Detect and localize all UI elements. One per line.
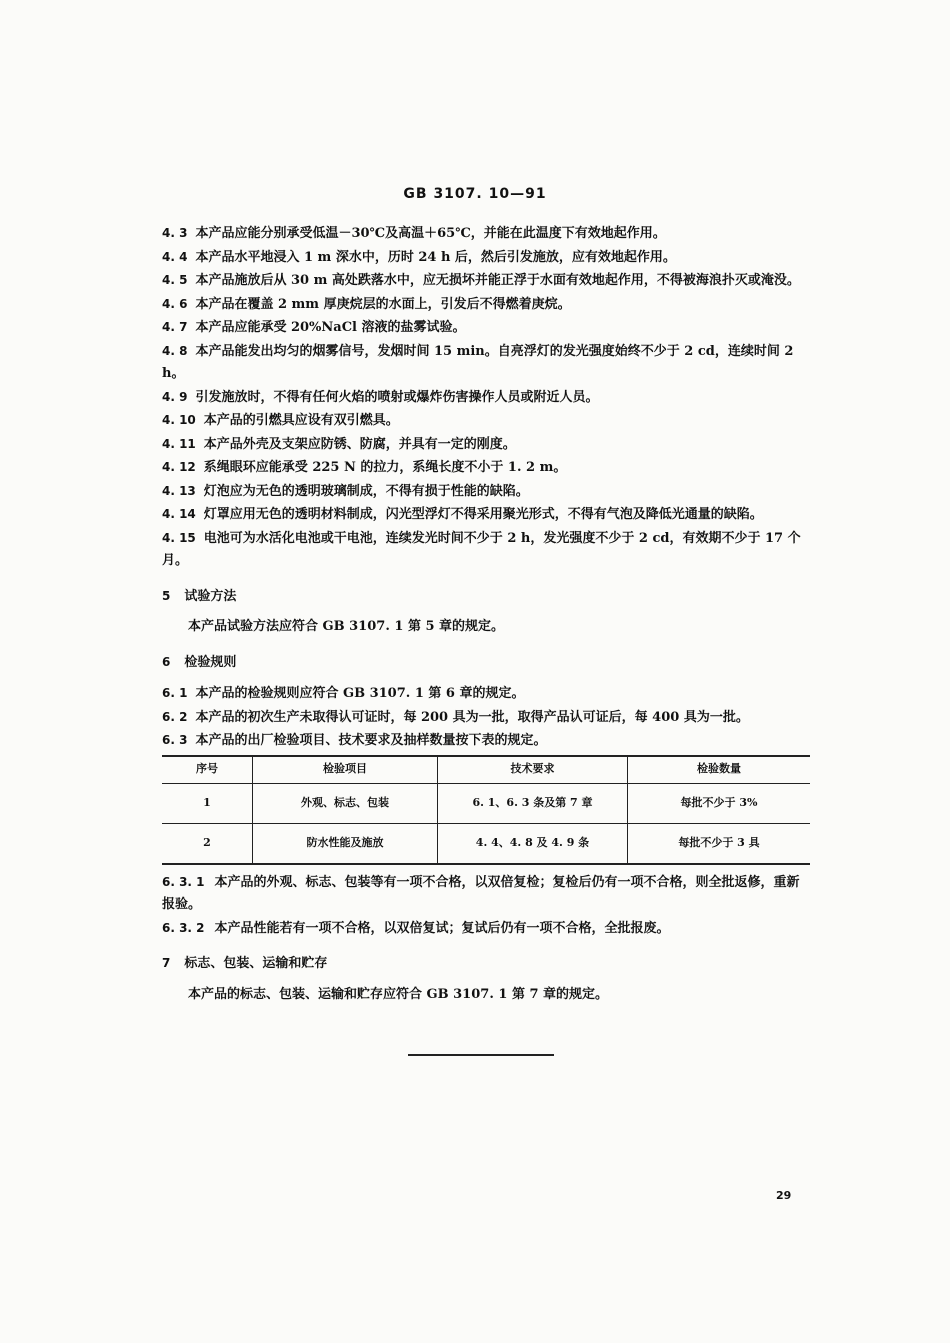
clause-number: 4. 11 (162, 436, 196, 451)
clause-number: 6. 2 (162, 709, 188, 724)
clause-number: 6. 3 (162, 733, 188, 747)
clause (162, 871, 810, 917)
table-cell: 外观、标志、包装 (253, 783, 438, 823)
clause-text: 本产品应能承受 20%NaCl 溶液的盐雾试验。 (195, 320, 466, 335)
clause-number: 4. 7 (162, 320, 188, 334)
clause-number: 6. 3. 1 (162, 874, 205, 889)
clause (162, 293, 810, 317)
table-cell: 1 (162, 783, 253, 823)
clause-text: 电池可为水活化电池或干电池，连续发光时间不少于 2 h，发光强度不少于 2 cd，有效期不少于 17 个月。 (162, 530, 801, 568)
clause (162, 269, 810, 293)
section-number: 7 (162, 956, 171, 970)
table-header-cell: 检验项目 (253, 756, 438, 784)
clause-number: 4. 14 (162, 507, 196, 521)
section-heading-5 (162, 585, 810, 609)
clause (162, 480, 810, 504)
clause (162, 222, 810, 246)
section-7-text: 本产品的标志、包装、运输和贮存应符合 GB 3107. 1 第 7 章的规定。 (188, 986, 609, 1002)
clause (162, 409, 810, 433)
clause-number: 6. 1 (162, 686, 188, 700)
clause (162, 503, 810, 527)
clause-text: 本产品的出厂检验项目、技术要求及抽样数量按下表的规定。 (195, 733, 547, 748)
table-row (162, 823, 810, 864)
document-body (162, 222, 810, 1016)
table-header-cell: 技术要求 (438, 756, 628, 784)
clause-text: 本产品的外观、标志、包装等有一项不合格，以双倍复检；复检后仍有一项不合格，则全批返修，重新报验。 (162, 874, 800, 912)
clause-number: 4. 9 (162, 389, 188, 404)
clause-text: 本产品在覆盖 2 mm 厚庚烷层的水面上，引发后不得燃着庚烷。 (195, 296, 571, 312)
clause (162, 456, 810, 480)
clause-text: 本产品的引燃具应设有双引燃具。 (203, 413, 399, 428)
table-cell: 4. 4、4. 8 及 4. 9 条 (438, 823, 628, 864)
clause-number: 4. 8 (162, 343, 188, 358)
section-title: 标志、包装、运输和贮存 (184, 956, 328, 971)
clause-list-4 (162, 222, 810, 573)
table-header-cell: 序号 (162, 756, 253, 784)
table-cell: 防水性能及施放 (253, 823, 438, 864)
table-cell: 6. 1、6. 3 条及第 7 章 (438, 783, 628, 823)
clause-text: 灯泡应为无色的透明玻璃制成，不得有损于性能的缺陷。 (203, 483, 529, 499)
clause (162, 340, 810, 386)
end-rule (408, 1054, 554, 1056)
clause (162, 433, 810, 457)
clause-number: 6. 3. 2 (162, 920, 205, 935)
clause (162, 316, 810, 340)
section-heading-6 (162, 651, 810, 675)
clause-number: 4. 13 (162, 483, 196, 498)
inspection-table (162, 755, 810, 865)
clause-text: 本产品的检验规则应符合 GB 3107. 1 第 6 章的规定。 (195, 686, 525, 701)
clause-text: 系绳眼环应能承受 225 N 的拉力，系绳长度不小于 1. 2 m。 (203, 460, 567, 475)
clause-text: 本产品性能若有一项不合格，以双倍复试；复试后仍有一项不合格，全批报废。 (214, 920, 670, 936)
clause (162, 729, 810, 753)
section-title: 检验规则 (184, 654, 237, 670)
clause-text: 本产品施放后从 30 m 高处跌落水中，应无损坏并能正浮于水面有效地起作用，不得被海浪扑灭或淹没。 (195, 273, 800, 288)
clause-number: 4. 10 (162, 413, 196, 427)
table-header-cell: 检验数量 (628, 756, 811, 784)
clause (162, 682, 810, 706)
clause-number: 4. 5 (162, 273, 188, 287)
clause-text: 本产品外壳及支架应防锈、防腐，并具有一定的刚度。 (203, 436, 516, 452)
clause-number: 4. 6 (162, 296, 188, 311)
page-number: 29 (776, 1189, 792, 1202)
clause (162, 527, 810, 573)
clause-text: 灯罩应用无色的透明材料制成，闪光型浮灯不得采用聚光形式，不得有气泡及降低光通量的缺陷。 (203, 507, 763, 522)
table-row (162, 783, 810, 823)
clause-text: 本产品应能分别承受低温－30℃及高温＋65℃，并能在此温度下有效地起作用。 (195, 226, 666, 241)
clause (162, 917, 810, 941)
clause-text: 本产品水平地浸入 1 m 深水中，历时 24 h 后，然后引发施放，应有效地起作用。 (195, 249, 676, 265)
clause (162, 706, 810, 730)
table-cell: 每批不少于 3% (628, 783, 811, 823)
clause-text: 本产品的初次生产未取得认可证时，每 200 具为一批，取得产品认可证后，每 400 具为一批。 (195, 709, 749, 725)
table-cell: 每批不少于 3 具 (628, 823, 811, 864)
table-header-row (162, 756, 810, 784)
section-number: 6 (162, 654, 171, 669)
clause-number: 4. 12 (162, 460, 196, 474)
clause-text: 本产品能发出均匀的烟雾信号，发烟时间 15 min。自亮浮灯的发光强度始终不少于 2 cd，连续时间 2 h。 (162, 343, 794, 381)
section-5-text: 本产品试验方法应符合 GB 3107. 1 第 5 章的规定。 (188, 619, 505, 634)
clause-text: 引发施放时，不得有任何火焰的喷射或爆炸伤害操作人员或附近人员。 (195, 389, 599, 405)
clause (162, 246, 810, 270)
clause-number: 4. 4 (162, 249, 188, 264)
section-title: 试验方法 (184, 588, 237, 604)
clause (162, 386, 810, 410)
table-cell: 2 (162, 823, 253, 864)
section-number: 5 (162, 588, 171, 603)
standard-header: GB 3107. 10—91 (403, 186, 547, 202)
clause-number: 4. 15 (162, 530, 196, 545)
section-heading-7 (162, 952, 810, 976)
clause-number: 4. 3 (162, 226, 188, 240)
